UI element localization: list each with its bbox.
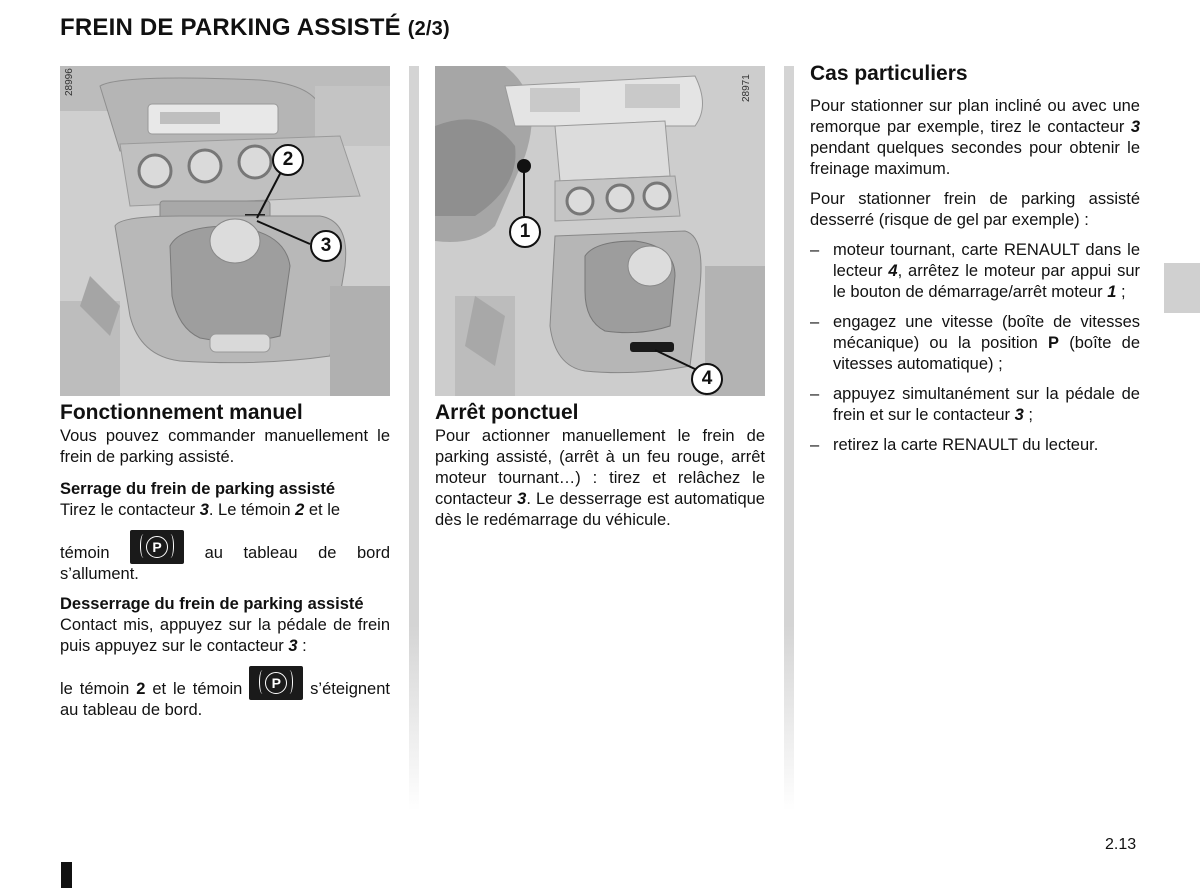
desserrage-text-b: : — [297, 637, 307, 655]
arret-text-b: . Le desserrage est automatique dès le redémarrage du véhicule. — [435, 490, 765, 529]
list-item — [810, 384, 1140, 426]
step-2-text-a: engagez une vitesse (boîte de vitesses mécanique) ou la position — [833, 313, 1140, 352]
column-2-text — [435, 426, 765, 531]
serrage-paragraph — [60, 500, 390, 521]
step-1-text-c: ; — [1116, 283, 1126, 301]
step-2-text-b: (boîte de vitesses automatique) ; — [833, 334, 1140, 373]
serrage-text-b: . Le témoin — [208, 501, 296, 519]
ref-contacteur: 3 — [1130, 118, 1140, 136]
parking-brake-warning-icon — [130, 530, 184, 564]
ref-contacteur: 3 — [199, 501, 209, 519]
list-item — [810, 312, 1140, 375]
cas-paragraph-2: Pour stationner frein de parking assisté desserré (risque de gel par exemple) : — [810, 190, 1140, 229]
gear-position-p: P — [1048, 334, 1060, 352]
photo-middle-console — [435, 66, 765, 396]
page-title — [60, 14, 450, 42]
indicator-letter: P — [271, 675, 281, 691]
callout-1: 1 — [509, 216, 541, 248]
desserrage-text-e: s’éteignent au tableau de bord. — [60, 680, 390, 719]
cas-text-a: Pour stationner sur plan incliné ou avec une remorque par exemple, tirez le contacteur — [810, 97, 1140, 136]
ref-lecteur: 4 — [888, 262, 898, 280]
column-3-text — [810, 96, 1140, 465]
intro-paragraph: Vous pouvez commander manuellement le frein de parking assisté. — [60, 427, 390, 466]
serrage-text-d: témoin — [60, 544, 110, 562]
indicator-letter: P — [152, 539, 162, 555]
ref-contacteur: 3 — [288, 637, 298, 655]
column-divider-2 — [784, 66, 794, 811]
serrage-heading: Serrage du frein de parking assisté — [60, 480, 336, 498]
step-1-text-a: moteur tournant, carte RENAULT dans le lecteur — [833, 241, 1140, 280]
step-1-text-b: , arrêtez le moteur par appui sur le bouton de démarrage/arrêt moteur — [833, 262, 1141, 301]
list-item — [810, 240, 1140, 303]
heading-arret-ponctuel: Arrêt ponctuel — [435, 401, 579, 424]
cas-paragraph-1 — [810, 96, 1140, 180]
ref-bouton: 1 — [1107, 283, 1117, 301]
page-number: 2.13 — [1105, 836, 1137, 853]
arret-text-a: Pour actionner manuellement le frein de parking assisté, (arrêt à un feu rouge, arrêt moteur tournant…) : tirez et relâchez le contacteur — [435, 427, 765, 508]
callout-4: 4 — [691, 363, 723, 395]
ref-contacteur: 3 — [1014, 406, 1024, 424]
photo-left-console — [60, 66, 390, 396]
photo-reference-code: 28971 — [741, 74, 752, 102]
desserrage-text-a: Contact mis, appuyez sur la pédale de frein puis appuyez sur le contacteur — [60, 616, 390, 655]
corner-crop-mark — [61, 862, 72, 888]
callout-3: 3 — [310, 230, 342, 262]
cas-text-b: pendant quelques secondes pour obtenir le freinage maximum. — [810, 139, 1140, 178]
page-title-part: (2/3) — [407, 18, 450, 40]
desserrage-text-d: et le témoin — [145, 680, 243, 698]
step-4-text: retirez la carte RENAULT du lecteur. — [833, 436, 1099, 454]
serrage-text-c: et le — [304, 501, 341, 519]
step-3-text-a: appuyez simultanément sur la pédale de frein et sur le contacteur — [833, 385, 1140, 424]
desserrage-text-c: le témoin — [60, 680, 137, 698]
list-item — [810, 435, 1140, 456]
desserrage-paragraph — [60, 615, 390, 657]
section-tab-marker — [1164, 263, 1200, 313]
steps-list — [810, 240, 1140, 456]
photo-reference-code: 28996 — [64, 68, 75, 96]
heading-cas-particuliers: Cas particuliers — [810, 62, 968, 85]
serrage-text-e: au tableau de bord s’allument. — [60, 544, 390, 583]
heading-fonctionnement-manuel: Fonctionnement manuel — [60, 401, 303, 424]
ref-contacteur: 3 — [517, 490, 527, 508]
console-illustration-left — [60, 66, 390, 396]
serrage-indicator-paragraph — [60, 530, 390, 585]
column-divider-1 — [409, 66, 419, 811]
page-title-text: FREIN DE PARKING ASSISTÉ — [60, 14, 401, 41]
serrage-text-a: Tirez le contacteur — [60, 501, 200, 519]
console-illustration-middle — [435, 66, 765, 396]
ref-temoin: 2 — [136, 680, 146, 698]
callout-2: 2 — [272, 144, 304, 176]
ref-temoin: 2 — [295, 501, 305, 519]
arret-paragraph — [435, 426, 765, 531]
step-3-text-b: ; — [1023, 406, 1033, 424]
parking-brake-warning-icon — [249, 666, 303, 700]
desserrage-indicator-paragraph — [60, 666, 390, 721]
desserrage-heading: Desserrage du frein de parking assisté — [60, 595, 364, 613]
column-1-text — [60, 426, 390, 721]
